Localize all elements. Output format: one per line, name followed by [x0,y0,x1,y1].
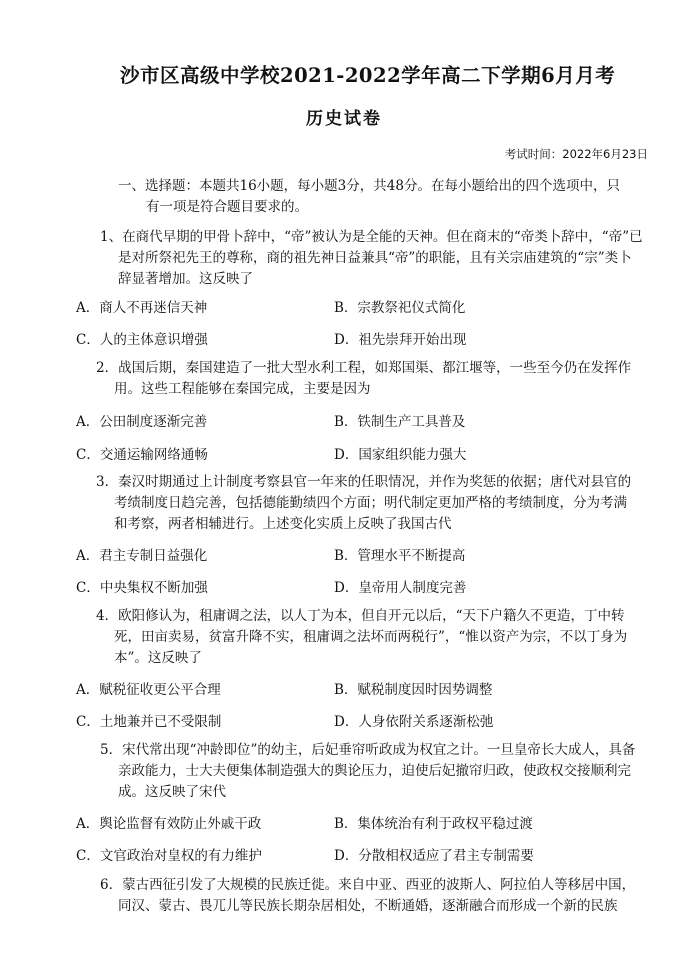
question-2-line-1: 2．战国后期，秦国建造了一批大型水利工程，如郑国渠、都江堰等，一些至今仍在发挥作 [96,360,632,376]
question-3-line-2: 考绩制度日趋完善，包括德能勤绩四个方面；明代制定更加严格的考绩制度，分为考满 [114,495,627,511]
question-3-options-row-1 [76,544,676,568]
question-5-line-2: 亲政能力，士大夫便集体制造强大的舆论压力，迫使后妃撤帘归政，使政权交接顺利完 [118,763,631,779]
question-4-line-2: 死，田亩卖易，贫富升降不实，租庸调之法坏而两税行”，“惟以资产为宗，不以丁身为 [114,629,628,645]
section-heading-line-1: 一、选择题：本题共16小题，每小题3分，共48分。在每小题给出的四个选项中，只 [118,178,620,194]
exam-subtitle: 历史试卷 [306,109,382,129]
question-1-options-row-1 [76,296,676,320]
question-4-option-a[interactable]: A．赋税征收更公平合理 [76,682,221,698]
section-heading-line-2: 有一项是符合题目要求的。 [146,199,308,215]
question-3-line-1: 3．秦汉时期通过上计制度考察县官一年来的任职情况，并作为奖惩的依据；唐代对县官的 [96,474,632,490]
question-4-options-row-2 [76,710,676,734]
question-1-line-2: 是对所祭祀先王的尊称，商的祖先神日益兼具“帝”的职能，且有关宗庙建筑的“宗”类卜 [118,250,632,266]
question-1-option-c[interactable]: C．人的主体意识增强 [76,332,208,348]
question-5-line-1: 5．宋代常出现“冲龄即位”的幼主，后妃垂帘听政成为权宜之计。一旦皇帝长大成人，具备 [100,742,636,758]
question-4-options-row-1 [76,678,676,702]
question-6-line-2: 同汉、蒙古、畏兀儿等民族长期杂居相处，不断通婚，逐渐融合而形成一个新的民族 [118,898,618,914]
question-4-line-3: 本”。这反映了 [114,650,202,666]
question-5-options-row-2 [76,844,676,868]
question-2-option-a[interactable]: A．公田制度逐渐完善 [76,414,208,430]
question-5-option-d[interactable]: D．分散相权适应了君主专制需要 [334,848,534,864]
question-1-option-a[interactable]: A．商人不再迷信天神 [76,300,208,316]
question-1-option-d[interactable]: D．祖先崇拜开始出现 [334,332,467,348]
question-3-option-b[interactable]: B．管理水平不断提高 [334,548,466,564]
exam-title: 沙市区高级中学校2021-2022学年高二下学期6月月考 [120,64,616,87]
question-3-line-3: 和考察，两者相辅进行。上述变化实质上反映了我国古代 [114,516,452,532]
question-5 [100,740,660,803]
question-5-option-b[interactable]: B．集体统治有利于政权平稳过渡 [334,816,533,832]
question-4-option-c[interactable]: C．土地兼并已不受限制 [76,714,222,730]
question-3-option-d[interactable]: D．皇帝用人制度完善 [334,580,467,596]
question-1 [100,227,660,290]
question-1-line-1: 1、在商代早期的甲骨卜辞中，“帝”被认为是全能的天神。但在商末的“帝类卜辞中，“帝”已 [100,229,643,245]
question-4-option-d[interactable]: D．人身依附关系逐渐松弛 [334,714,494,730]
question-1-option-b[interactable]: B．宗教祭祀仪式简化 [334,300,466,316]
question-6 [100,875,660,917]
question-2-options-row-1 [76,410,676,434]
question-4-line-1: 4．欧阳修认为，租庸调之法，以人丁为本，但自开元以后，“天下户籍久不更造，丁中转 [96,608,625,624]
question-3-option-a[interactable]: A．君主专制日益强化 [76,548,208,564]
section-heading [118,176,658,218]
question-4-option-b[interactable]: B．赋税制度因时因势调整 [334,682,493,698]
question-4 [96,606,656,669]
question-5-option-a[interactable]: A．舆论监督有效防止外戚干政 [76,816,262,832]
question-2-options-row-2 [76,443,676,467]
question-2-line-2: 用。这些工程能够在秦国完成，主要是因为 [114,381,371,397]
question-3 [96,472,656,535]
question-2-option-b[interactable]: B．铁制生产工具普及 [334,414,466,430]
question-5-line-3: 成。这反映了宋代 [118,784,226,800]
question-5-options-row-1 [76,812,676,836]
question-5-option-c[interactable]: C．文官政治对皇权的有力维护 [76,848,262,864]
question-3-option-c[interactable]: C．中央集权不断加强 [76,580,208,596]
question-1-line-3: 辞显著增加。这反映了 [118,271,253,287]
question-1-options-row-2 [76,328,676,352]
question-6-line-1: 6．蒙古西征引发了大规模的民族迁徙。来自中亚、西亚的波斯人、阿拉伯人等移居中国， [100,877,636,893]
question-3-options-row-2 [76,576,676,600]
question-2 [96,358,656,400]
question-2-option-d[interactable]: D．国家组织能力强大 [334,447,467,463]
question-2-option-c[interactable]: C．交通运输网络通畅 [76,447,208,463]
exam-time: 考试时间：2022年6月23日 [504,147,648,161]
